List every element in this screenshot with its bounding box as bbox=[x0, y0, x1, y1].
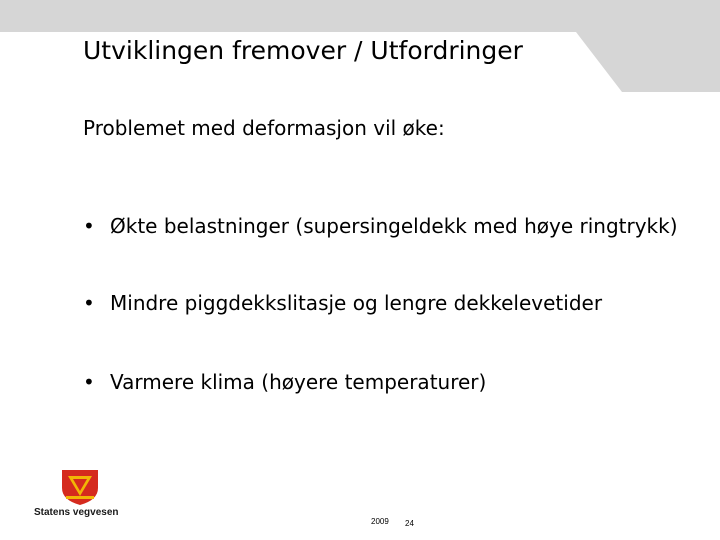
bullet-item bbox=[83, 212, 683, 241]
slide-title: Utviklingen fremover / Utfordringer bbox=[83, 36, 523, 65]
title-bar bbox=[0, 0, 720, 92]
bullet-item bbox=[83, 368, 683, 397]
bullet-text: Økte belastninger (supersingeldekk med høye ringtrykk) bbox=[110, 214, 678, 238]
bullet-text: Mindre piggdekkslitasje og lengre dekkelevetider bbox=[110, 291, 603, 315]
bullet-marker: • bbox=[83, 291, 95, 315]
bullet-text: Varmere klima (høyere temperaturer) bbox=[110, 370, 487, 394]
bullet-marker: • bbox=[83, 214, 95, 238]
statens-vegvesen-emblem-icon bbox=[60, 468, 100, 506]
statens-vegvesen-logo bbox=[34, 468, 150, 524]
footer-year: 2009 bbox=[371, 517, 389, 526]
bullet-item bbox=[83, 289, 683, 318]
intro-text: Problemet med deformasjon vil øke: bbox=[83, 116, 445, 140]
logo-text: Statens vegvesen bbox=[34, 507, 119, 518]
bullet-marker: • bbox=[83, 370, 95, 394]
page-number: 24 bbox=[405, 519, 414, 528]
